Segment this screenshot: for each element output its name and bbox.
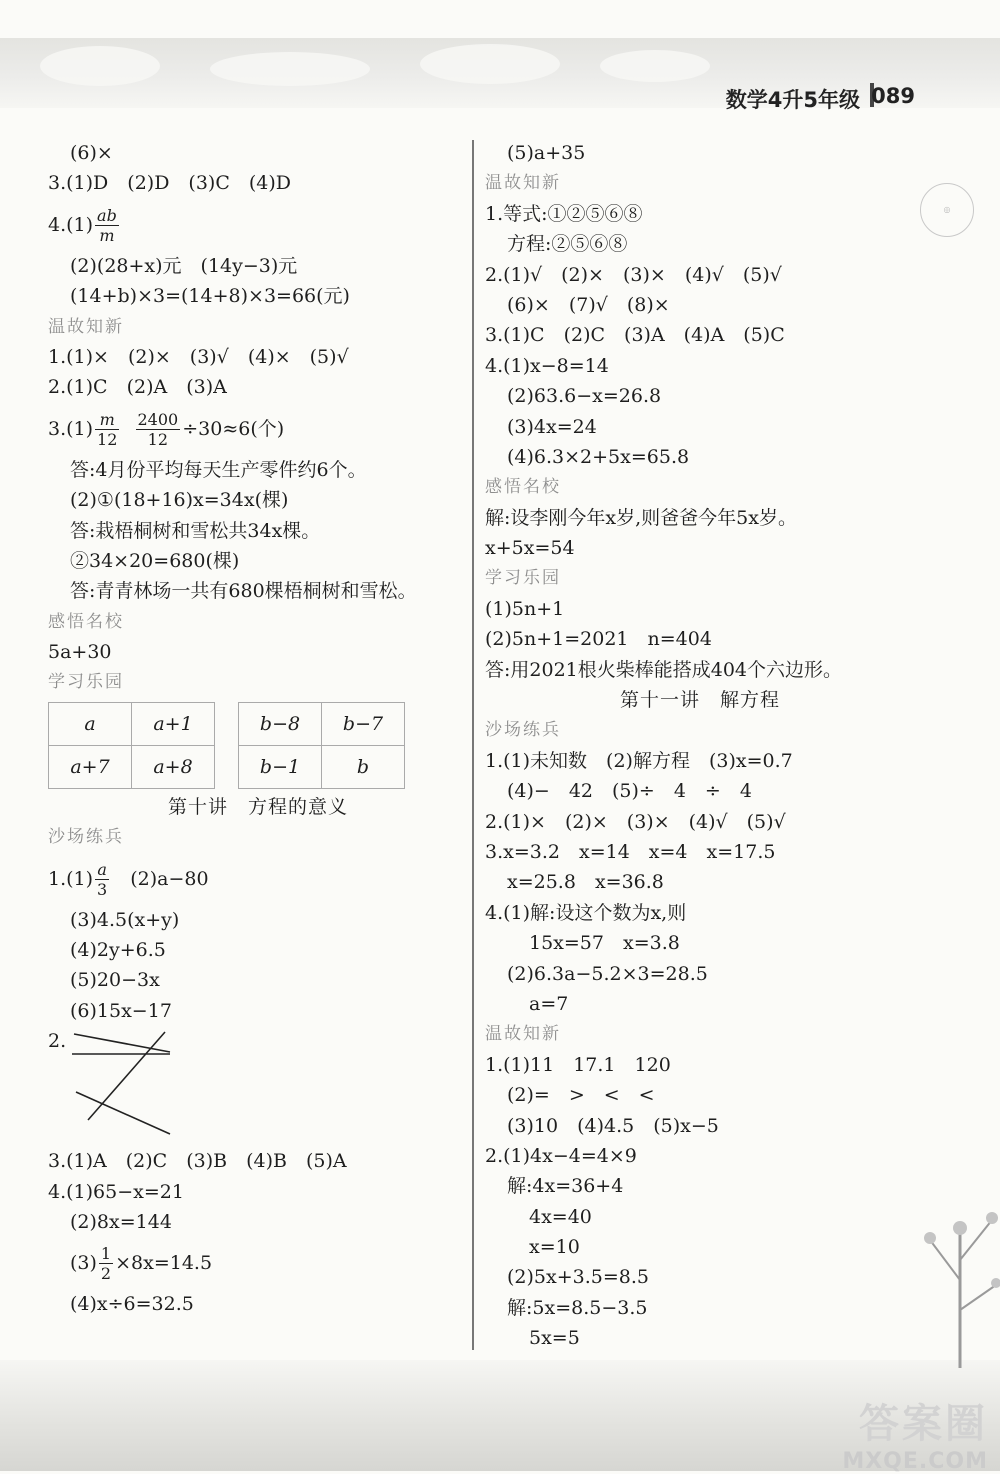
answer-line: (2)= > < <: [507, 1084, 655, 1107]
answer-line: 5a+30: [48, 641, 112, 664]
numerator: 1: [100, 1244, 112, 1264]
answer-line: x+5x=54: [485, 537, 575, 560]
answer-line: 2.(1)× (2)× (3)× (4)√ (5)√: [485, 810, 786, 833]
section-label: 温故知新: [485, 173, 561, 194]
answer-line: 2.(1)√ (2)× (3)× (4)√ (5)√: [485, 263, 782, 286]
answer-line: 3.x=3.2 x=14 x=4 x=17.5: [485, 840, 776, 863]
answer-line: 方程:②⑤⑥⑧: [507, 233, 628, 256]
answer-line: 解:4x=36+4: [507, 1175, 624, 1198]
answer-line: (4)2y+6.5: [70, 939, 166, 962]
line-suffix: (2)a−80: [111, 867, 209, 890]
watermark: [842, 1392, 988, 1474]
denominator: 12: [97, 429, 118, 449]
section-label: 学习乐园: [485, 568, 561, 589]
match-line: [76, 1092, 170, 1134]
answer-line: (2)5n+1=2021 n=404: [485, 628, 712, 651]
lecture-title: 第十讲 方程的意义: [167, 795, 348, 818]
answer-line: [48, 853, 468, 905]
left-column: [48, 138, 468, 1320]
answer-line: 3.(1)D (2)D (3)C (4)D: [48, 172, 292, 195]
number-grid: [238, 702, 405, 789]
answer-line: x=10: [529, 1236, 580, 1259]
section-label: 学习乐园: [48, 672, 124, 693]
fraction: [95, 859, 109, 899]
watermark-logo-text: 答案圈: [859, 1401, 988, 1447]
answer-line: (3)10 (4)4.5 (5)x−5: [507, 1114, 719, 1137]
answer-line: (2)5x+3.5=8.5: [507, 1266, 649, 1289]
denominator: 12: [147, 429, 169, 449]
line-prefix: 1.(1): [48, 867, 94, 890]
number-grids: [48, 702, 468, 792]
answer-line: (2)6.3a−5.2×3=28.5: [507, 962, 708, 985]
fraction: [99, 1246, 113, 1282]
book-title: 数学4升5年级: [725, 88, 860, 112]
answer-line: 4.(1)解:设这个数为x,则: [485, 901, 687, 924]
answer-line: (6)15x−17: [70, 999, 172, 1022]
answer-line: 答:4月份平均每天生产零件约6个。: [70, 458, 367, 481]
answer-line: (5)20−3x: [70, 969, 160, 992]
answer-line: [48, 403, 468, 455]
line-suffix: ÷30≈6(个): [182, 417, 285, 440]
answer-line: (1)5n+1: [485, 597, 565, 620]
answer-line: 4.(1)x−8=14: [485, 354, 609, 377]
answer-line: (6)×: [70, 142, 113, 164]
column-divider: [472, 140, 474, 1350]
answer-line: 答:青青林场一共有680棵梧桐树和雪松。: [70, 580, 417, 603]
answer-line: (3)4.5(x+y): [70, 908, 180, 931]
section-label: 沙场练兵: [485, 720, 561, 741]
lecture-title: 第十一讲 解方程: [619, 689, 780, 712]
answer-line: (2)8x=144: [70, 1210, 172, 1233]
answer-line: (4)6.3×2+5x=65.8: [507, 445, 690, 468]
matching-lines-figure: [48, 1026, 468, 1146]
answer-line: 3.(1)A (2)C (3)B (4)B (5)A: [48, 1150, 347, 1173]
number-grid: [48, 702, 215, 789]
answer-line: (2)①(18+16)x=34x(棵): [70, 489, 289, 512]
answer-line: 4x=40: [529, 1205, 592, 1228]
numerator: m: [95, 412, 119, 430]
question-number: 2.: [48, 1030, 67, 1053]
numerator: a: [95, 862, 109, 880]
denominator: 2: [100, 1264, 112, 1284]
line-prefix: (3): [70, 1252, 97, 1275]
answer-line: [48, 199, 468, 251]
grid-cell: b−1: [239, 745, 322, 788]
answer-line: 1.等式:①②⑤⑥⑧: [485, 202, 643, 225]
answer-line: a=7: [529, 992, 569, 1015]
answer-line: (3)4x=24: [507, 415, 597, 438]
cloud-decoration: [600, 50, 710, 82]
grid-cell: b−8: [239, 702, 322, 745]
matching-lines-svg: [70, 1030, 180, 1142]
grid-cell: a+1: [132, 702, 215, 745]
section-label: 温故知新: [485, 1024, 561, 1045]
fraction: [136, 409, 181, 449]
watermark-url: MXQE.COM: [842, 1449, 988, 1474]
answer-line: 4.(1)65−x=21: [48, 1180, 184, 1203]
grid-cell: a+8: [132, 745, 215, 788]
fraction: [95, 205, 119, 245]
grid-cell: b: [322, 745, 405, 788]
answer-line: 15x=57 x=3.8: [529, 932, 680, 955]
tree-icon: [900, 1190, 1000, 1370]
answer-line: 1.(1)11 17.1 120: [485, 1053, 671, 1076]
section-label: 感悟名校: [485, 477, 561, 498]
line-prefix: 3.(1): [48, 417, 94, 440]
answer-line: 3.(1)C (2)C (3)A (4)A (5)C: [485, 324, 785, 347]
answer-line: 5x=5: [529, 1327, 580, 1350]
answer-line: 1.(1)未知数 (2)解方程 (3)x=0.7: [485, 749, 793, 772]
answer-line: 2.(1)4x−4=4×9: [485, 1144, 637, 1167]
answer-line: 解:5x=8.5−3.5: [507, 1296, 648, 1319]
section-label: 感悟名校: [48, 611, 124, 632]
section-label: 温故知新: [48, 316, 124, 337]
fraction: [95, 409, 119, 449]
answer-line: (6)× (7)√ (8)×: [507, 293, 670, 316]
cloud-decoration: [210, 52, 370, 86]
answer-line: 1.(1)× (2)× (3)√ (4)× (5)√: [48, 345, 349, 368]
page-number: 089: [871, 84, 915, 108]
answer-line: (2)(28+x)元 (14y−3)元: [70, 254, 298, 277]
stamp-icon: ◎: [920, 183, 974, 237]
answer-line: (14+b)×3=(14+8)×3=66(元): [70, 285, 350, 308]
grid-cell: b−7: [322, 702, 405, 745]
answer-line: 解:设李刚今年x岁,则爸爸今年5x岁。: [485, 506, 797, 529]
answer-line: [48, 1237, 468, 1289]
grid-cell: a: [49, 702, 132, 745]
line-prefix: 4.(1): [48, 213, 94, 236]
match-line: [88, 1032, 165, 1120]
line-suffix: ×8x=14.5: [115, 1252, 213, 1275]
answer-line: 答:用2021根火柴棒能搭成404个六边形。: [485, 658, 843, 681]
answer-line: ②34×20=680(棵): [70, 549, 240, 572]
cloud-decoration: [420, 44, 560, 84]
numerator: ab: [97, 205, 117, 225]
grid-cell: a+7: [49, 745, 132, 788]
answer-line: (4)− 42 (5)÷ 4 ÷ 4: [507, 780, 752, 803]
answer-line: (5)a+35: [507, 142, 586, 164]
section-label: 沙场练兵: [48, 827, 124, 848]
numerator: 2400: [137, 409, 179, 429]
answer-line: (4)x÷6=32.5: [70, 1293, 194, 1316]
answer-line: 答:栽梧桐树和雪松共34x棵。: [70, 519, 321, 542]
cloud-decoration: [40, 46, 160, 86]
answer-line: (2)63.6−x=26.8: [507, 385, 662, 408]
answer-line: x=25.8 x=36.8: [507, 871, 664, 894]
right-column: [485, 138, 915, 1354]
denominator: 3: [97, 879, 108, 899]
denominator: m: [99, 225, 115, 245]
answer-line: 2.(1)C (2)A (3)A: [48, 376, 227, 399]
